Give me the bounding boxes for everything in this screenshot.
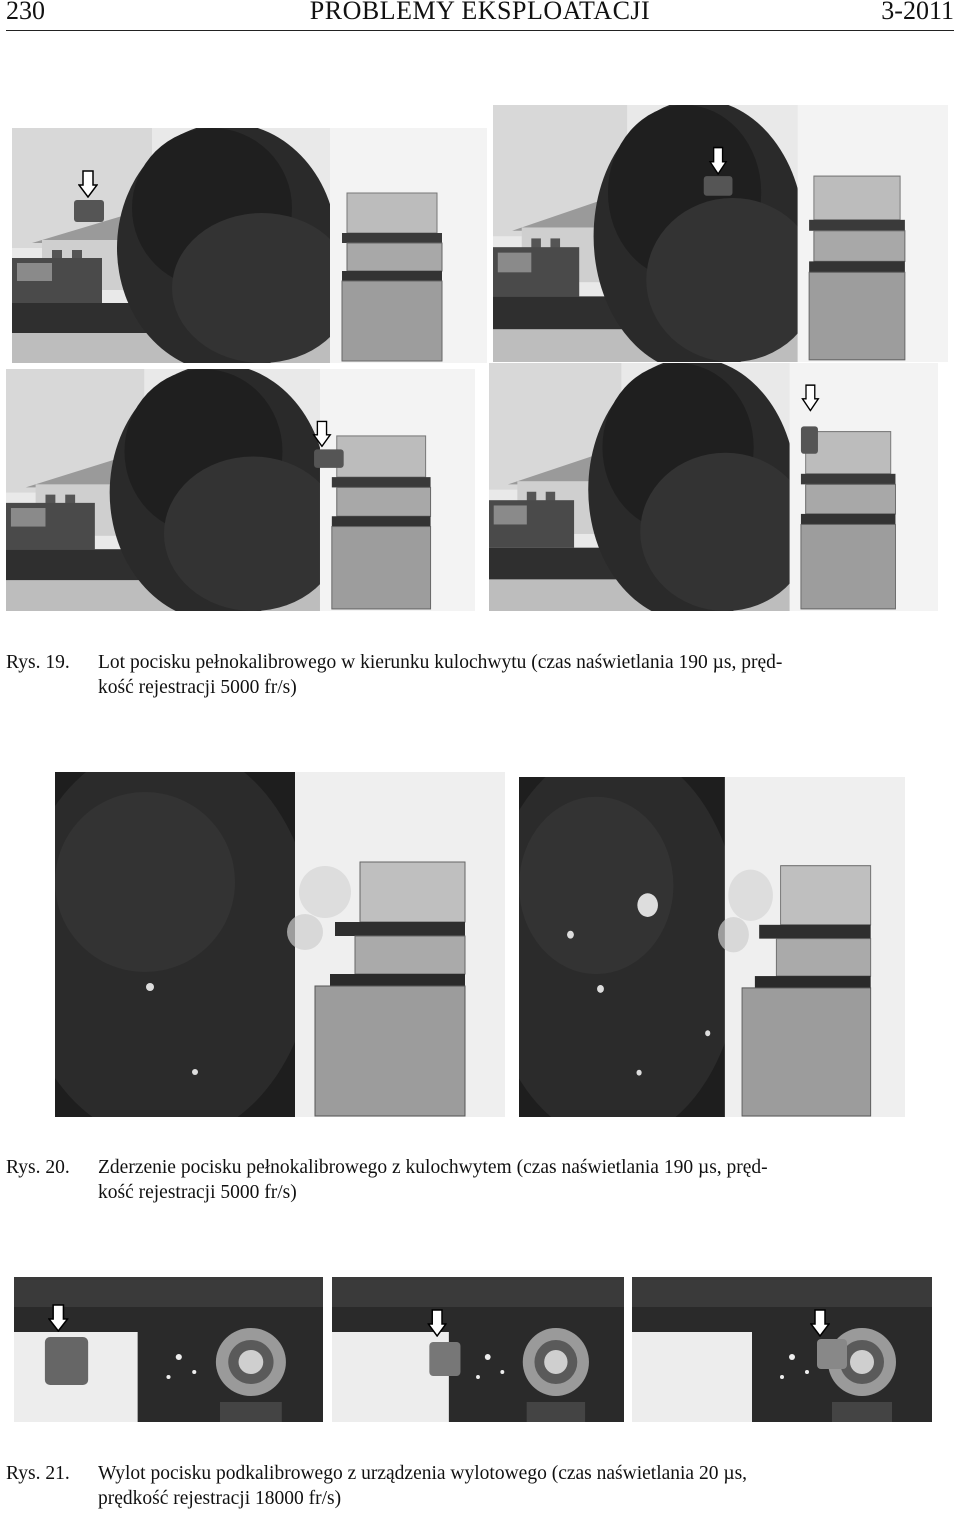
journal-title: PROBLEMY EKSPLOATACJI xyxy=(309,0,651,25)
fig20-frame-1 xyxy=(55,772,505,1117)
fig21-label: Rys. 21. xyxy=(6,1463,70,1484)
fig19-frame-1 xyxy=(12,128,487,363)
fig19-caption-line1: Lot pocisku pełnokalibrowego w kierunku kulochwytu (czas naświetlania 190 µs, pręd- xyxy=(98,652,783,673)
fig19-caption xyxy=(6,650,954,700)
page-header xyxy=(6,0,954,31)
fig19-frame-2 xyxy=(493,105,948,362)
fig21-caption-line1: Wylot pocisku podkalibrowego z urządzenia wylotowego (czas naświetlania 20 µs, xyxy=(98,1463,748,1484)
fig20-frame-2 xyxy=(519,777,905,1117)
fig20-label: Rys. 20. xyxy=(6,1157,70,1178)
issue-number: 3-2011 xyxy=(881,0,954,25)
fig21-caption xyxy=(6,1461,954,1511)
fig19-caption-line2: kość rejestracji 5000 fr/s) xyxy=(98,677,297,698)
page-number: 230 xyxy=(6,0,45,25)
fig21-frame-1 xyxy=(14,1277,323,1422)
fig20-caption xyxy=(6,1155,954,1205)
fig19-frame-3 xyxy=(6,369,475,611)
fig20-caption-line2: kość rejestracji 5000 fr/s) xyxy=(98,1182,297,1203)
fig20-caption-line1: Zderzenie pocisku pełnokalibrowego z kulochwytem (czas naświetlania 190 µs, pręd- xyxy=(98,1157,768,1178)
fig19-frame-4 xyxy=(489,363,938,611)
fig21-frame-2 xyxy=(332,1277,624,1422)
fig21-frame-3 xyxy=(632,1277,932,1422)
fig19-label: Rys. 19. xyxy=(6,652,70,673)
fig21-caption-line2: prędkość rejestracji 18000 fr/s) xyxy=(98,1488,342,1509)
